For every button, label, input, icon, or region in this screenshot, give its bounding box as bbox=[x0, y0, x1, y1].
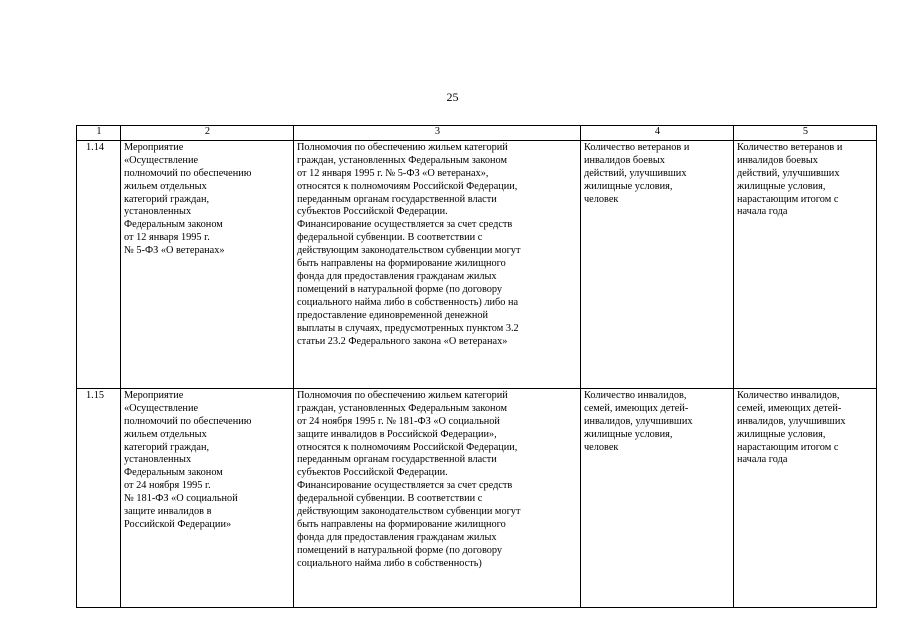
page-number: 25 bbox=[446, 90, 459, 104]
column-header: 1 bbox=[77, 126, 121, 141]
measure-cell: Мероприятие «Осуществление полномочий по обеспечению жильем отдельных категорий граждан, установленных Федеральным законом от 24 ноября 1995 г. № 181-ФЗ «О социальной защите инвалидов в Российской Федерации» bbox=[121, 388, 294, 607]
value-cell: Количество инвалидов, семей, имеющих детей- инвалидов, улучшивших жилищные условия, нарастающим итогом с начала года bbox=[734, 388, 877, 607]
column-header: 4 bbox=[581, 126, 734, 141]
indicator-cell: Количество инвалидов, семей, имеющих детей- инвалидов, улучшивших жилищные условия, человек bbox=[581, 388, 734, 607]
column-header: 5 bbox=[734, 126, 877, 141]
indicator-cell: Количество ветеранов и инвалидов боевых действий, улучшивших жилищные условия, человек bbox=[581, 140, 734, 388]
table-row bbox=[77, 140, 877, 388]
measure-cell: Мероприятие «Осуществление полномочий по обеспечению жильем отдельных категорий граждан, установленных Федеральным законом от 12 января 1995 г. № 5-ФЗ «О ветеранах» bbox=[121, 140, 294, 388]
column-header: 2 bbox=[121, 126, 294, 141]
table-row bbox=[77, 388, 877, 607]
row-number: 1.15 bbox=[77, 388, 121, 607]
table-header-row bbox=[77, 126, 877, 141]
description-cell: Полномочия по обеспечению жильем категорий граждан, установленных Федеральным законом от 24 ноября 1995 г. № 181-ФЗ «О социальной защите инвалидов в Российской Федерации», относятся к полномочиям Российской Федерации, переданным органам государственной власти субъектов Российской Федерации. Финансирование осуществляется за счет средств федеральной субвенции. В соответствии с действующим законодательством субвенции могут быть направлены на формирование жилищного фонда для предоставления гражданам жилых помещений в натуральной форме (по договору социального найма либо в собственность) bbox=[294, 388, 581, 607]
value-cell: Количество ветеранов и инвалидов боевых действий, улучшивших жилищные условия, нарастающим итогом с начала года bbox=[734, 140, 877, 388]
column-header: 3 bbox=[294, 126, 581, 141]
measures-table bbox=[76, 125, 877, 608]
row-number: 1.14 bbox=[77, 140, 121, 388]
description-cell: Полномочия по обеспечению жильем категорий граждан, установленных Федеральным законом от 12 января 1995 г. № 5-ФЗ «О ветеранах», относятся к полномочиям Российской Федерации, переданным органам государственной власти субъектов Российской Федерации. Финансирование осуществляется за счет средств федеральной субвенции. В соответствии с действующим законодательством субвенции могут быть направлены на формирование жилищного фонда для предоставления гражданам жилых помещений в натуральной форме (по договору социального найма либо в собственность) либо на предоставление единовременной денежной выплаты в случаях, предусмотренных пунктом 3.2 статьи 23.2 Федерального закона «О ветеранах» bbox=[294, 140, 581, 388]
